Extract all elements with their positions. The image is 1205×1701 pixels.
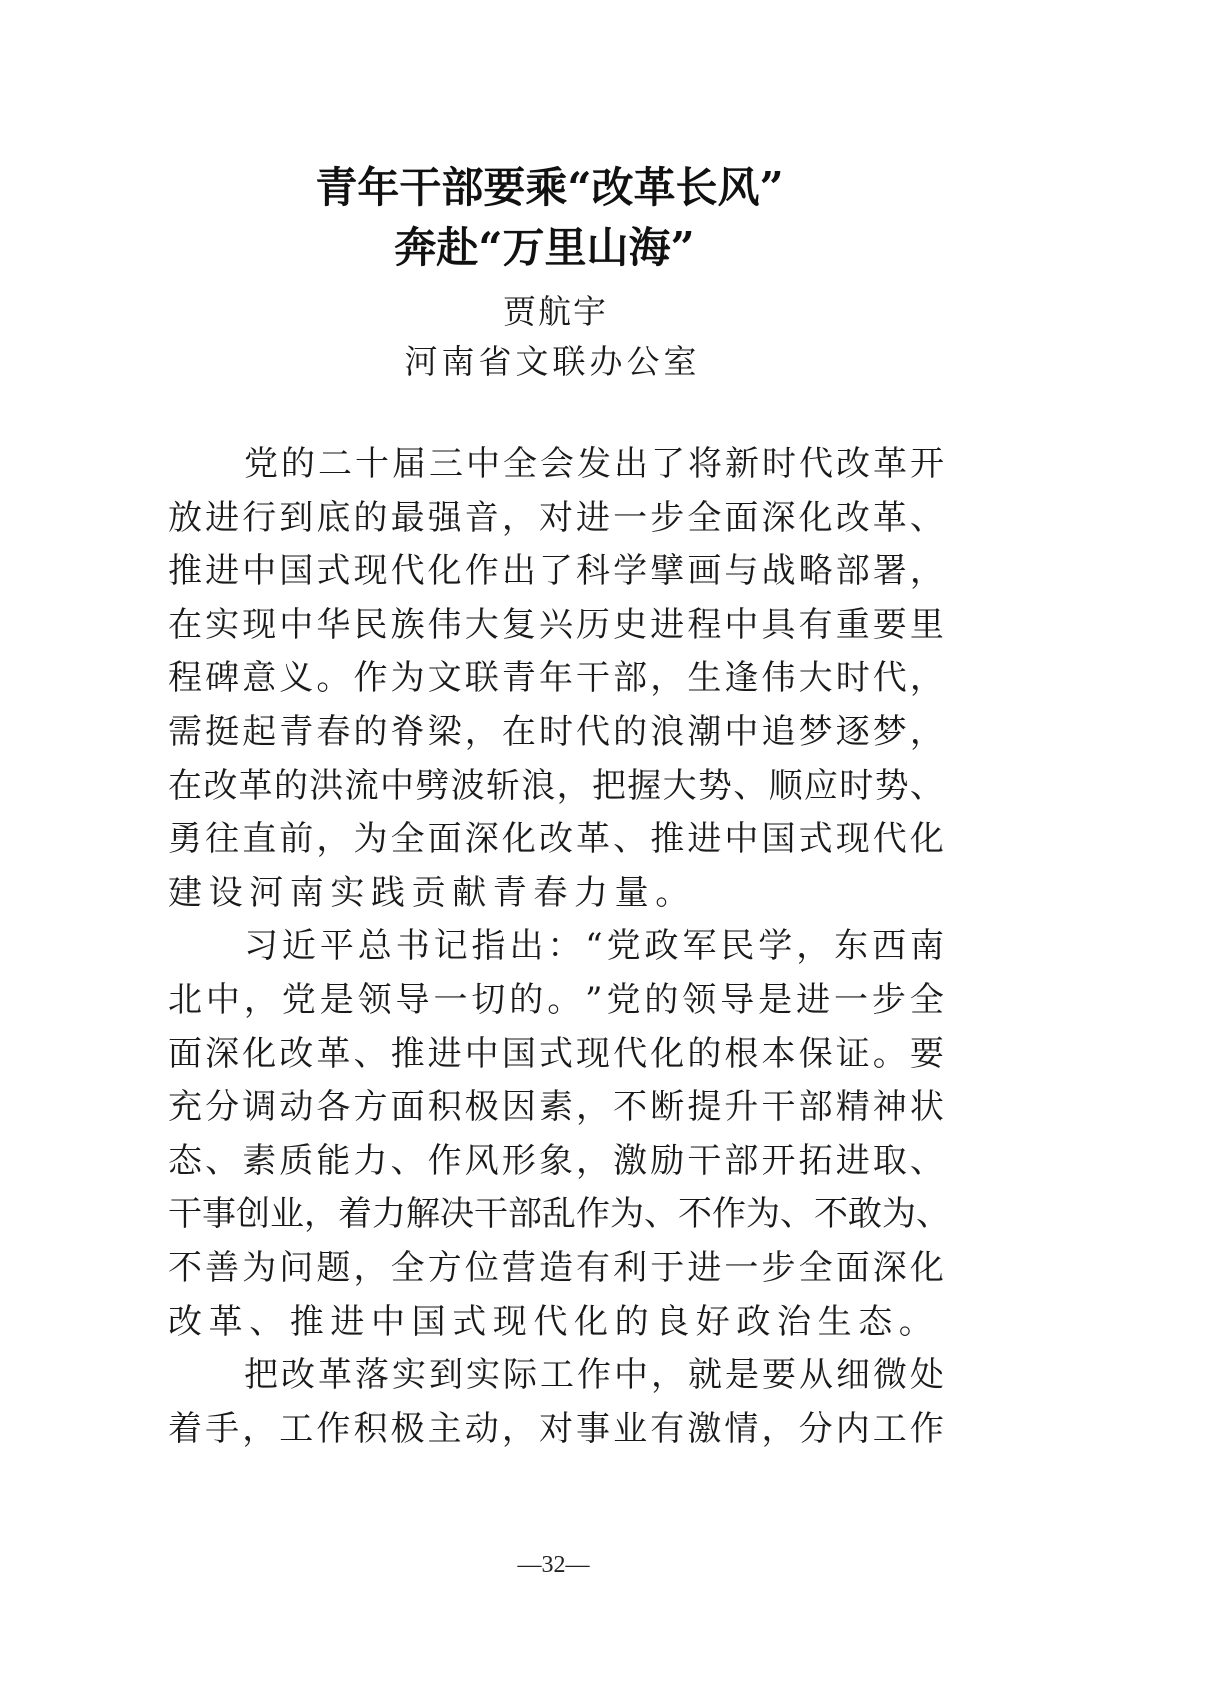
- article-title-line-2: 奔赴“万里山海”: [394, 223, 695, 272]
- article-title-line-1: 青年干部要乘“改革长风”: [315, 163, 784, 212]
- body-line: 程 碑 意 义 。 作 为 文 联 青 年 干 部 ， 生 逢 伟 大 时 代 ，: [168, 658, 944, 699]
- body-line: 面 深 化 改 革 、 推 进 中 国 式 现 代 化 的 根 本 保 证 。 要: [168, 1033, 944, 1074]
- body-line: 不 善 为 问 题 ， 全 方 位 营 造 有 利 于 进 一 步 全 面 深 化: [168, 1247, 944, 1288]
- body-line: 建设河南实践贡献青春力量。: [168, 872, 696, 913]
- article-body: [168, 438, 950, 1456]
- body-line: 态 、 素 质 能 力 、 作 风 形 象 ， 激 励 干 部 开 拓 进 取 、: [168, 1140, 944, 1181]
- body-line: 充 分 调 动 各 方 面 积 极 因 素 ， 不 断 提 升 干 部 精 神 状: [168, 1087, 944, 1128]
- body-line: 放 进 行 到 底 的 最 强 音 ， 对 进 一 步 全 面 深 化 改 革 、: [168, 497, 944, 538]
- body-line: 干 事 创 业 ， 着 力 解 决 干 部 乱 作 为 、 不 作 为 、 不 敢 为 、: [168, 1194, 950, 1235]
- page-number: —32—: [517, 1552, 590, 1578]
- author-organization: 河南省文联办公室: [404, 342, 701, 381]
- body-line: 勇 往 直 前 ， 为 全 面 深 化 改 革 、 推 进 中 国 式 现 代 化: [168, 819, 944, 860]
- body-line: 改革、推进中国式现代化的良好政治生态。: [168, 1301, 940, 1342]
- body-line: 北 中 ， 党 是 领 导 一 切 的 。 ” 党 的 领 导 是 进 一 步 全: [168, 979, 944, 1020]
- author-name: 贾航宇: [503, 292, 608, 331]
- body-line: 需 挺 起 青 春 的 脊 梁 ， 在 时 代 的 浪 潮 中 追 梦 逐 梦 ，: [168, 711, 944, 752]
- body-line: 习 近 平 总 书 记 指 出 ： “ 党 政 军 民 学 ， 东 西 南: [244, 926, 944, 967]
- body-line: 在 改 革 的 洪 流 中 劈 波 斩 浪 ， 把 握 大 势 、 顺 应 时 势 、: [168, 765, 944, 806]
- body-line: 推 进 中 国 式 现 代 化 作 出 了 科 学 擘 画 与 战 略 部 署 ，: [168, 551, 944, 592]
- body-line: 在 实 现 中 华 民 族 伟 大 复 兴 历 史 进 程 中 具 有 重 要 里: [168, 604, 944, 645]
- body-line: 党 的 二 十 届 三 中 全 会 发 出 了 将 新 时 代 改 革 开: [244, 444, 944, 484]
- body-line: 着 手 ， 工 作 积 极 主 动 ， 对 事 业 有 激 情 ， 分 内 工 作: [168, 1408, 944, 1449]
- body-line: 把 改 革 落 实 到 实 际 工 作 中 ， 就 是 要 从 细 微 处: [244, 1355, 944, 1396]
